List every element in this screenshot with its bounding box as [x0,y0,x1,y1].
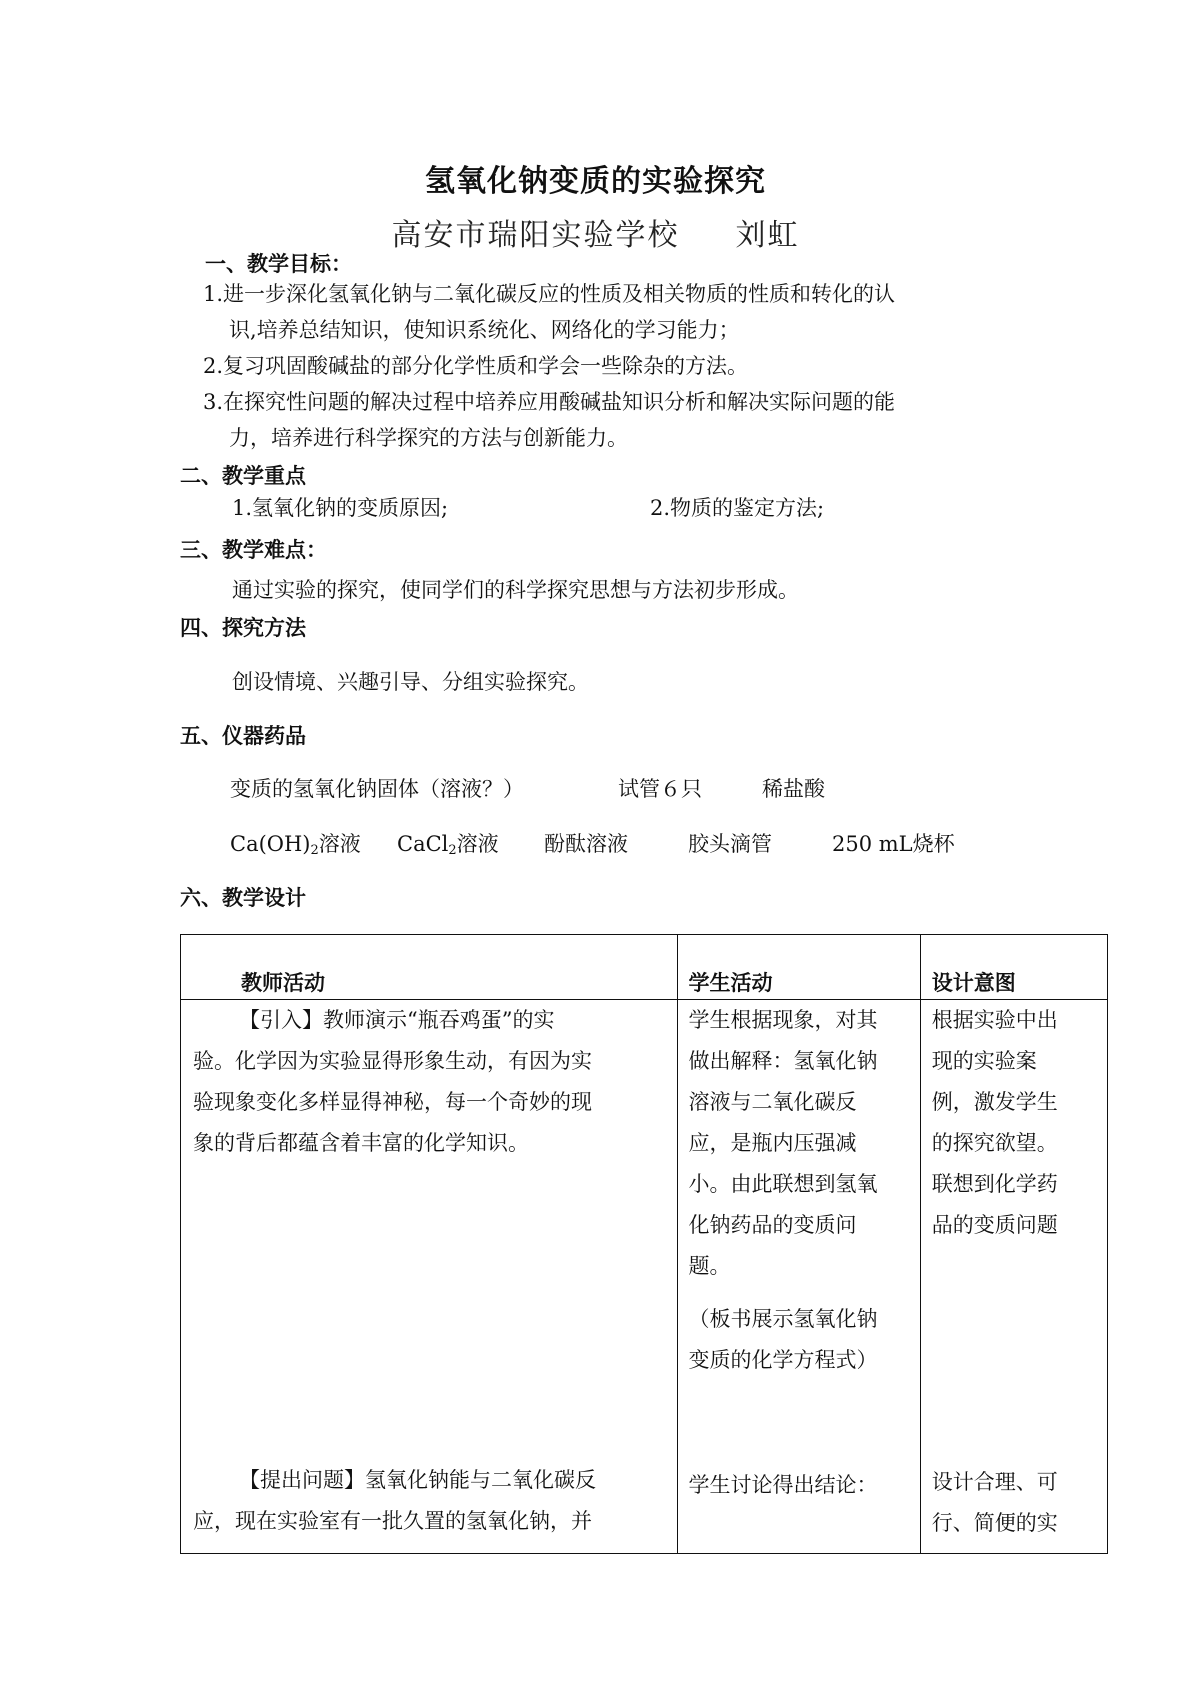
difficulties-heading: 三、教学难点： [180,538,327,562]
intent-line: 例，激发学生 [931,1090,1058,1114]
formula-suffix: 溶液 [456,832,499,856]
intent-line: 现的实验案 [931,1049,1037,1073]
objective-item-3 [203,384,1033,456]
material-item: 酚酞溶液 [544,832,628,856]
student-line: 小。由此联想到氢氧 [688,1172,878,1196]
teacher-line: 【引入】教师演示“瓶吞鸡蛋”的实 [239,1008,555,1032]
methods-text: 创设情境、兴趣引导、分组实验探究。 [232,670,589,694]
intent-block-1 [932,1000,1103,1246]
table-header-row [181,935,1108,1000]
author-line [0,210,1191,254]
student-line: （板书展示氢氧化钠 [688,1307,878,1331]
formula-suffix: 溶液 [318,832,361,856]
author-name: 刘虹 [735,218,800,253]
student-block-board [689,1299,914,1381]
student-block-explain [689,1000,914,1287]
objective-item-1 [203,276,1033,348]
objective-text: 进一步深化氢氧化钠与二氧化碳反应的性质及相关物质的性质和转化的认 [223,282,896,306]
teacher-line: 验。化学因为实验显得形象生动，有因为实 [193,1049,592,1073]
student-activity-cell [677,1000,920,1554]
methods-heading: 四、探究方法 [180,616,306,640]
objective-text: 复习巩固酸碱盐的部分化学性质和学会一些除杂的方法。 [223,354,749,378]
teacher-line: 应，现在实验室有一批久置的氢氧化钠，并 [193,1509,592,1533]
student-line: 应，是瓶内压强减 [688,1131,857,1155]
table-row [181,1000,1108,1554]
material-item: 稀盐酸 [762,777,825,801]
objective-item-2 [203,348,1033,384]
intent-line: 行、简便的实 [931,1511,1058,1535]
student-block-discuss [689,1465,914,1506]
key-point-1: 1.氢氧化钠的变质原因; [232,496,449,520]
column-header-teacher: 教师活动 [181,935,678,1000]
design-table [180,934,1108,1554]
intent-line: 设计合理、可 [931,1470,1058,1494]
formula-subscript: 2 [310,843,319,858]
intent-line: 品的变质问题 [931,1213,1058,1237]
design-heading: 六、教学设计 [180,886,306,910]
teacher-line: 象的背后都蕴含着丰富的化学知识。 [193,1131,529,1155]
formula-subscript: 2 [448,843,457,858]
intent-line: 的探究欲望。 [931,1131,1058,1155]
design-intent-cell [920,1000,1107,1554]
intent-block-2 [932,1462,1103,1544]
formula-text: Ca(OH) [230,832,311,856]
objectives-heading: 一、教学目标： [205,252,352,276]
teacher-block-question [193,1460,667,1542]
document-title: 氢氧化钠变质的实验探究 [425,164,766,199]
intent-line: 根据实验中出 [931,1008,1058,1032]
material-item: 试管６只 [618,777,702,801]
material-item: 胶头滴管 [688,832,772,856]
student-line: 学生讨论得出结论： [688,1473,878,1497]
objective-number: 1. [203,282,224,306]
difficulties-text: 通过实验的探究，使同学们的科学探究思想与方法初步形成。 [232,578,799,602]
objective-number: 2. [203,354,224,378]
material-item-caoh2 [230,828,361,858]
teacher-line: 验现象变化多样显得神秘，每一个奇妙的现 [193,1090,592,1114]
objective-text: 在探究性问题的解决过程中培养应用酸碱盐知识分析和解决实际问题的能 [223,390,896,414]
objective-number: 3. [203,390,224,414]
teacher-activity-cell [181,1000,678,1554]
intent-line: 联想到化学药 [931,1172,1058,1196]
materials-heading: 五、仪器药品 [180,724,306,748]
material-item: 250 mL烧杯 [832,832,955,856]
teacher-block-intro [193,1000,667,1164]
student-line: 变质的化学方程式） [688,1348,878,1372]
objective-text-cont: 力，培养进行科学探究的方法与创新能力。 [229,426,628,450]
material-item-cacl2 [397,828,499,858]
key-point-2: 2.物质的鉴定方法; [650,496,825,520]
student-line: 学生根据现象，对其 [688,1008,878,1032]
material-item: 变质的氢氧化钠固体（溶液？） [230,777,524,801]
formula-text: CaCl [397,832,449,856]
student-line: 化钠药品的变质问 [688,1213,857,1237]
teacher-line: 【提出问题】氢氧化钠能与二氧化碳反 [239,1468,596,1492]
column-header-student: 学生活动 [677,935,920,1000]
student-line: 题。 [688,1254,731,1278]
objective-text-cont: 识,培养总结知识，使知识系统化、网络化的学习能力； [229,318,740,342]
student-line: 溶液与二氧化碳反 [688,1090,857,1114]
student-line: 做出解释：氢氧化钠 [688,1049,878,1073]
key-points-heading: 二、教学重点 [180,464,306,488]
school-name: 高安市瑞阳实验学校 [391,218,680,253]
column-header-intent: 设计意图 [920,935,1107,1000]
